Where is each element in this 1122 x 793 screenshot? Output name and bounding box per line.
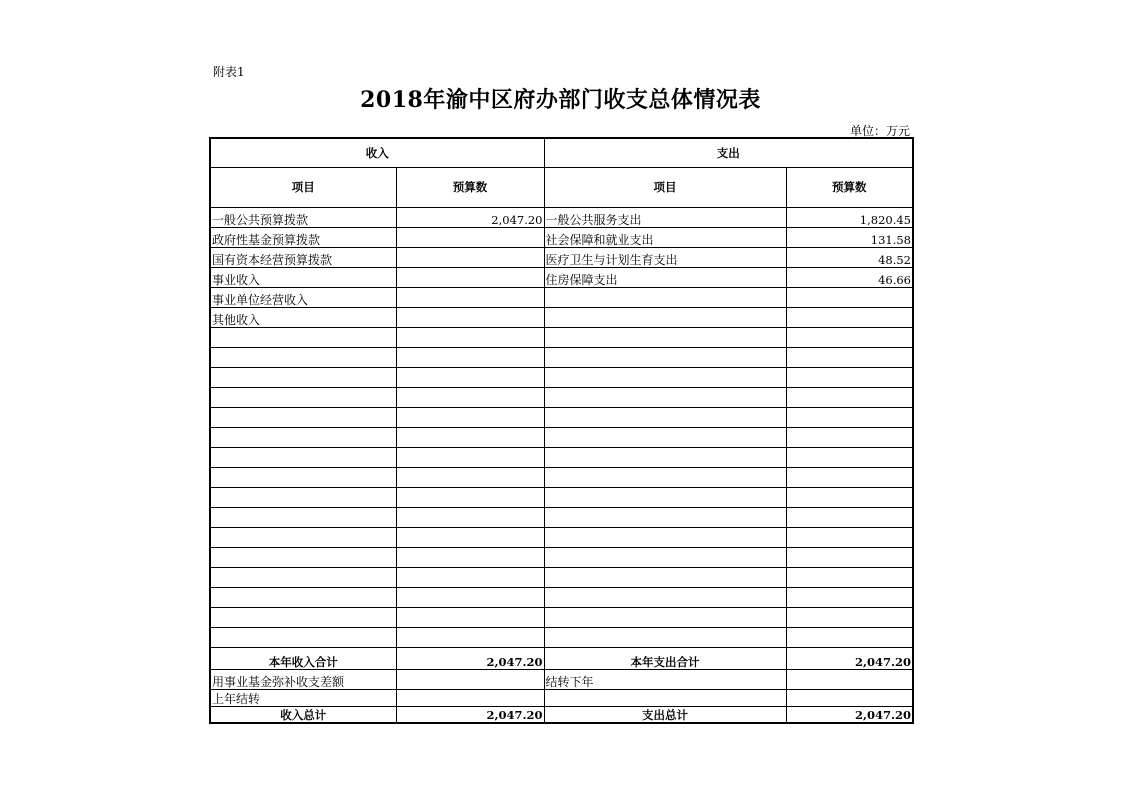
section-header-row [210,138,913,167]
expense-value-cell [786,327,913,347]
expense-item-cell [544,287,786,307]
expense-item-cell: 一般公共服务支出 [544,207,786,227]
expense-value-cell [786,307,913,327]
expense-extra-value [786,669,913,689]
expense-subtotal-label: 本年支出合计 [544,647,786,669]
income-item-cell [210,407,396,427]
subtotal-row [210,647,913,669]
income-item-cell [210,547,396,567]
expense-item-cell [544,307,786,327]
expense-item-header: 项目 [544,167,786,207]
income-section-header: 收入 [210,138,544,167]
income-item-cell [210,347,396,367]
expense-item-cell [544,367,786,387]
expense-item-cell: 住房保障支出 [544,267,786,287]
income-value-cell: 2,047.20 [396,207,544,227]
expense-item-cell [544,327,786,347]
unit-label: 单位：万元 [849,124,910,138]
expense-item-cell [544,447,786,467]
income-item-cell: 其他收入 [210,307,396,327]
table-row [210,207,913,227]
income-value-cell [396,567,544,587]
table-row [210,547,913,567]
income-item-cell: 事业收入 [210,267,396,287]
table-row [210,487,913,507]
income-extra-item: 上年结转 [210,689,396,706]
expense-total-label: 支出总计 [544,706,786,723]
income-item-cell [210,487,396,507]
income-value-cell [396,527,544,547]
expense-value-cell [786,607,913,627]
income-item-cell: 政府性基金预算拨款 [210,227,396,247]
income-item-cell: 事业单位经营收入 [210,287,396,307]
expense-item-cell [544,567,786,587]
expense-extra-item [544,689,786,706]
column-header-row [210,167,913,207]
income-item-cell [210,527,396,547]
income-value-cell [396,467,544,487]
expense-item-cell [544,587,786,607]
income-value-cell [396,387,544,407]
expense-budget-header: 预算数 [786,167,913,207]
income-item-cell [210,567,396,587]
expense-value-cell [786,547,913,567]
expense-item-cell [544,387,786,407]
total-row [210,706,913,723]
income-item-header: 项目 [210,167,396,207]
expense-section-header: 支出 [544,138,913,167]
table-row [210,387,913,407]
expense-value-cell [786,447,913,467]
income-extra-value [396,669,544,689]
table-row [210,347,913,367]
expense-value-cell [786,527,913,547]
table-row [210,267,913,287]
table-row [210,427,913,447]
table-row [210,567,913,587]
income-value-cell [396,427,544,447]
table-row [210,307,913,327]
table-row [210,587,913,607]
income-value-cell [396,587,544,607]
expense-value-cell [786,407,913,427]
income-value-cell [396,227,544,247]
extra-row [210,689,913,706]
income-budget-header: 预算数 [396,167,544,207]
income-value-cell [396,547,544,567]
expense-value-cell [786,627,913,647]
expense-item-cell [544,627,786,647]
budget-table [209,137,914,724]
income-extra-value [396,689,544,706]
income-value-cell [396,307,544,327]
table-row [210,327,913,347]
income-item-cell [210,587,396,607]
expense-item-cell [544,427,786,447]
income-value-cell [396,487,544,507]
expense-value-cell [786,507,913,527]
expense-value-cell [786,347,913,367]
income-value-cell [396,607,544,627]
table-row [210,447,913,467]
expense-value-cell [786,427,913,447]
expense-item-cell: 社会保障和就业支出 [544,227,786,247]
income-total-value: 2,047.20 [396,706,544,723]
income-value-cell [396,507,544,527]
attachment-label: 附表1 [213,65,245,79]
expense-item-cell [544,547,786,567]
page-title: 2018年渝中区府办部门收支总体情况表 [360,87,761,113]
table-row [210,507,913,527]
expense-value-cell [786,287,913,307]
expense-item-cell [544,487,786,507]
table-row [210,247,913,267]
income-value-cell [396,327,544,347]
table-row [210,467,913,487]
expense-value-cell: 131.58 [786,227,913,247]
expense-item-cell [544,527,786,547]
table-row [210,407,913,427]
income-subtotal-value: 2,047.20 [396,647,544,669]
expense-value-cell [786,567,913,587]
expense-value-cell [786,487,913,507]
table-row [210,367,913,387]
expense-extra-item: 结转下年 [544,669,786,689]
expense-value-cell [786,387,913,407]
income-extra-item: 用事业基金弥补收支差额 [210,669,396,689]
table-row [210,527,913,547]
income-value-cell [396,367,544,387]
income-value-cell [396,267,544,287]
expense-item-cell [544,347,786,367]
expense-item-cell [544,407,786,427]
income-item-cell [210,627,396,647]
expense-value-cell: 1,820.45 [786,207,913,227]
expense-value-cell: 48.52 [786,247,913,267]
income-value-cell [396,347,544,367]
expense-total-value: 2,047.20 [786,706,913,723]
expense-value-cell [786,587,913,607]
income-item-cell [210,367,396,387]
expense-value-cell [786,367,913,387]
expense-item-cell: 医疗卫生与计划生育支出 [544,247,786,267]
income-item-cell [210,607,396,627]
income-value-cell [396,247,544,267]
table-row [210,627,913,647]
income-item-cell [210,467,396,487]
table-row [210,607,913,627]
income-item-cell [210,327,396,347]
income-value-cell [396,287,544,307]
income-item-cell [210,427,396,447]
budget-table-body [210,138,913,723]
expense-item-cell [544,507,786,527]
expense-item-cell [544,467,786,487]
expense-value-cell [786,467,913,487]
income-value-cell [396,627,544,647]
expense-subtotal-value: 2,047.20 [786,647,913,669]
table-row [210,287,913,307]
income-item-cell [210,387,396,407]
income-total-label: 收入总计 [210,706,396,723]
income-item-cell [210,447,396,467]
income-item-cell: 国有资本经营预算拨款 [210,247,396,267]
expense-item-cell [544,607,786,627]
income-subtotal-label: 本年收入合计 [210,647,396,669]
extra-row [210,669,913,689]
income-item-cell [210,507,396,527]
expense-extra-value [786,689,913,706]
table-row [210,227,913,247]
expense-value-cell: 46.66 [786,267,913,287]
income-item-cell: 一般公共预算拨款 [210,207,396,227]
income-value-cell [396,407,544,427]
income-value-cell [396,447,544,467]
